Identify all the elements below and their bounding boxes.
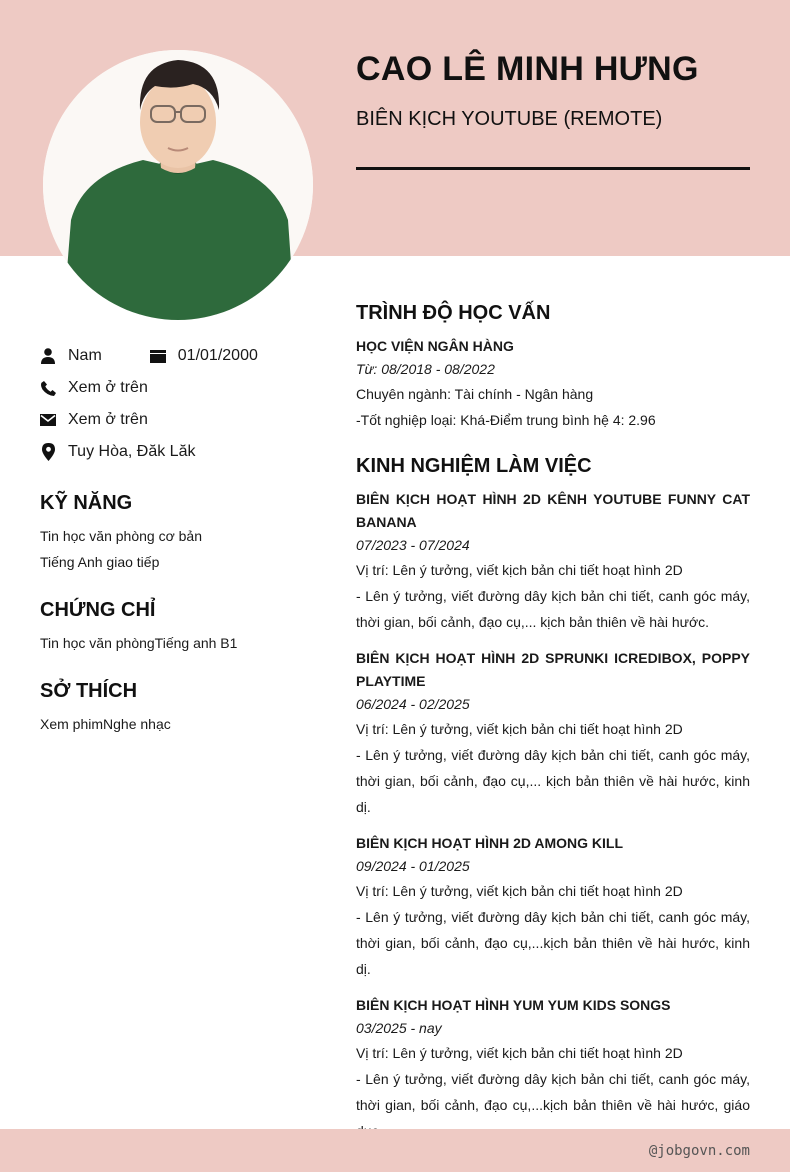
gender-text: Nam (68, 347, 102, 364)
job-period: 07/2023 - 07/2024 (356, 537, 470, 553)
job-entry (356, 488, 750, 635)
school-name: HỌC VIỆN NGÂN HÀNG (356, 338, 514, 354)
left-column (40, 340, 330, 737)
skills-heading: KỸ NĂNG (40, 492, 133, 514)
hobbies-text: Xem phimNghe nhạc (40, 716, 171, 732)
job-details: - Lên ý tưởng, viết đường dây kịch bản chi tiết, canh góc máy, thời gian, bối cảnh, đạo cụ,...kịch bản thiên về hài hước, kinh dị. (356, 909, 750, 977)
profile-photo-illustration (43, 50, 313, 320)
experience-heading: KINH NGHIỆM LÀM VIỆC (356, 455, 592, 477)
job-period: 03/2025 - nay (356, 1020, 442, 1036)
job-title: BIÊN KỊCH HOẠT HÌNH 2D KÊNH YOUTUBE FUNNY CAT BANANA (356, 491, 750, 530)
user-icon (40, 348, 56, 364)
education-major: Chuyên ngành: Tài chính - Ngân hàng (356, 386, 594, 402)
phone-icon (40, 380, 56, 396)
info-row-email (40, 404, 330, 436)
hobbies-heading: SỞ THÍCH (40, 680, 138, 702)
education-period: Từ: 08/2018 - 08/2022 (356, 361, 495, 377)
job-title: BIÊN KỊCH YOUTUBE (REMOTE) (356, 108, 663, 130)
candidate-name: CAO LÊ MINH HƯNG (356, 50, 699, 88)
job-period: 09/2024 - 01/2025 (356, 858, 470, 874)
calendar-icon (150, 348, 166, 364)
profile-photo (43, 50, 313, 320)
watermark-text: @jobgovn.com (648, 1143, 750, 1159)
birthday-item (150, 347, 258, 365)
skill-item: Tin học văn phòng cơ bản (40, 528, 202, 544)
certificates-heading: CHỨNG CHỈ (40, 599, 156, 621)
job-title: BIÊN KỊCH HOẠT HÌNH 2D SPRUNKI ICREDIBOX, POPPY PLAYTIME (356, 650, 750, 689)
location-text: Tuy Hòa, Đăk Lăk (68, 443, 196, 460)
email-text: Xem ở trên (68, 411, 148, 428)
info-row-gender-birthday (40, 340, 330, 372)
job-entry (356, 832, 750, 982)
job-period: 06/2024 - 02/2025 (356, 696, 470, 712)
info-row-location (40, 436, 330, 468)
title-divider (356, 167, 750, 170)
job-title: BIÊN KỊCH HOẠT HÌNH 2D AMONG KILL (356, 835, 624, 851)
skill-item: Tiếng Anh giao tiếp (40, 554, 160, 570)
certificates-text: Tin học văn phòngTiếng anh B1 (40, 635, 238, 651)
education-heading: TRÌNH ĐỘ HỌC VẤN (356, 302, 551, 324)
job-role: Vị trí: Lên ý tưởng, viết kịch bản chi tiết hoạt hình 2D (356, 562, 683, 578)
phone-text: Xem ở trên (68, 379, 148, 396)
job-role: Vị trí: Lên ý tưởng, viết kịch bản chi tiết hoạt hình 2D (356, 1045, 683, 1061)
job-details: - Lên ý tưởng, viết đường dây kịch bản chi tiết, canh góc máy, thời gian, bối cảnh, đạo cụ,...kịch bản thiên về hài hước, giáo (356, 1071, 750, 1113)
info-row-phone (40, 372, 330, 404)
right-column (356, 302, 750, 1156)
job-details: - Lên ý tưởng, viết đường dây kịch bản chi tiết, canh góc máy, thời gian, bối cảnh, đạo cụ,... kịch bản thiên về hài hước. (356, 588, 750, 630)
job-details: - Lên ý tưởng, viết đường dây kịch bản chi tiết, canh góc máy, thời gian, bối cảnh, đạo cụ,... kịch bản thiên về hài hước, kinh dị. (356, 747, 750, 815)
location-pin-icon (40, 444, 56, 460)
email-icon (40, 412, 56, 428)
job-entry (356, 994, 750, 1144)
job-entry (356, 647, 750, 820)
education-grade: -Tốt nghiệp loại: Khá-Điểm trung bình hệ 4: 2.96 (356, 412, 656, 428)
gender-item (40, 347, 102, 365)
job-role: Vị trí: Lên ý tưởng, viết kịch bản chi tiết hoạt hình 2D (356, 883, 683, 899)
job-title: BIÊN KỊCH HOẠT HÌNH YUM YUM KIDS SONGS (356, 997, 671, 1013)
job-role: Vị trí: Lên ý tưởng, viết kịch bản chi tiết hoạt hình 2D (356, 721, 683, 737)
birthday-text: 01/01/2000 (177, 347, 258, 364)
